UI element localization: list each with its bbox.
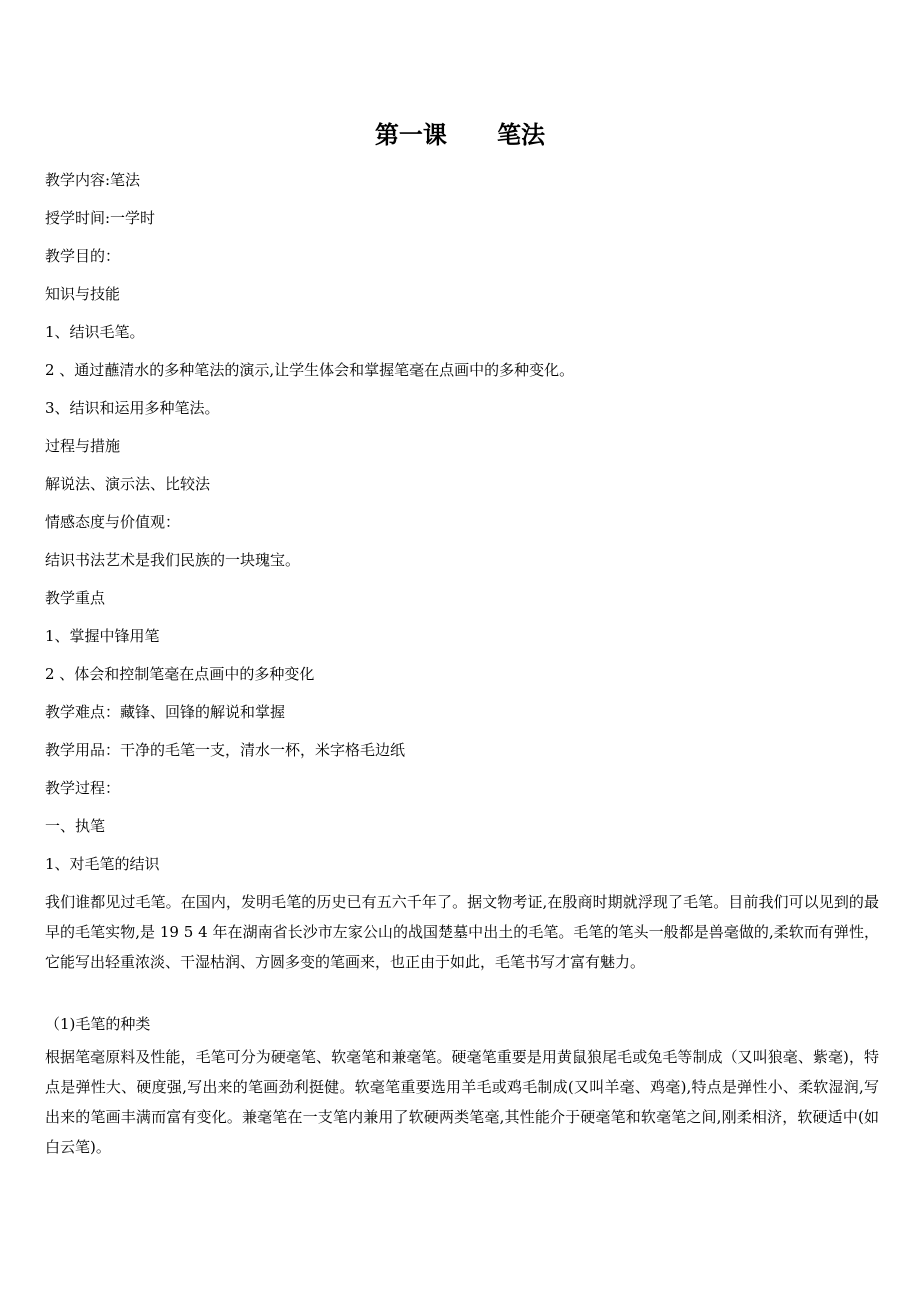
section-holding-brush: 一、执笔 bbox=[45, 817, 106, 835]
process-methods-text: 解说法、演示法、比较法 bbox=[45, 475, 211, 493]
process-methods-heading: 过程与措施 bbox=[45, 437, 121, 455]
subsection-knowing-brush: 1、对毛笔的结识 bbox=[45, 855, 160, 873]
brush-types-paragraph: 根据笔毫原料及性能，毛笔可分为硬毫笔、软毫笔和兼毫笔。硬毫笔重要是用黄鼠狼尾毛或兔毛等制成（又叫狼毫、紫毫)，特点是弹性大、硬度强,写出来的笔画劲利挺健。软毫笔重要选用羊毛或鸡毛制成(又叫羊毫、鸡毫),特点是弹性小、柔软湿润,写出来的笔画丰满而富有变化。兼毫笔在一支笔内兼用了软硬两类笔毫,其性能介于硬毫笔和软毫笔之间,刚柔相济，软硬适中(如白云笔)。 bbox=[45, 1048, 879, 1156]
brush-history-paragraph: 我们谁都见过毛笔。在国内，发明毛笔的历史已有五六千年了。据文物考证,在殷商时期就浮现了毛笔。目前我们可以见到的最早的毛笔实物,是 19 5 4 年在湖南省长沙市左家公山的战国楚墓中出土的毛笔。毛笔的笔头一般都是兽毫做的,柔软而有弹性，它能写出轻重浓淡、干湿枯润、方圆多变的笔画来，也正由于如此，毛笔书写才富有魅力。 bbox=[45, 893, 879, 971]
teaching-process-heading: 教学过程： bbox=[45, 779, 121, 797]
teaching-content: 教学内容:笔法 bbox=[45, 171, 141, 189]
goal-item-2: 2 、通过蘸清水的多种笔法的演示,让学生体会和掌握笔毫在点画中的多种变化。 bbox=[45, 361, 575, 379]
teaching-materials: 教学用品：干净的毛笔一支，清水一杯，米字格毛边纸 bbox=[45, 741, 406, 759]
teaching-time: 授学时间:一学时 bbox=[45, 209, 156, 227]
key-points-heading: 教学重点 bbox=[45, 589, 106, 607]
attitude-values-text: 结识书法艺术是我们民族的一块瑰宝。 bbox=[45, 551, 301, 569]
difficult-points: 教学难点：藏锋、回锋的解说和掌握 bbox=[45, 703, 286, 721]
knowledge-skills-heading: 知识与技能 bbox=[45, 285, 121, 303]
key-point-1: 1、掌握中锋用笔 bbox=[45, 627, 160, 645]
lesson-title: 第一课 笔法 bbox=[374, 121, 546, 149]
attitude-values-heading: 情感态度与价值观： bbox=[45, 513, 181, 531]
teaching-goals-heading: 教学目的： bbox=[45, 247, 121, 265]
key-point-2: 2 、体会和控制笔毫在点画中的多种变化 bbox=[45, 665, 315, 683]
goal-item-1: 1、结识毛笔。 bbox=[45, 323, 145, 341]
goal-item-3: 3、结识和运用多种笔法。 bbox=[45, 399, 220, 417]
brush-types-heading: （1)毛笔的种类 bbox=[45, 1015, 151, 1033]
